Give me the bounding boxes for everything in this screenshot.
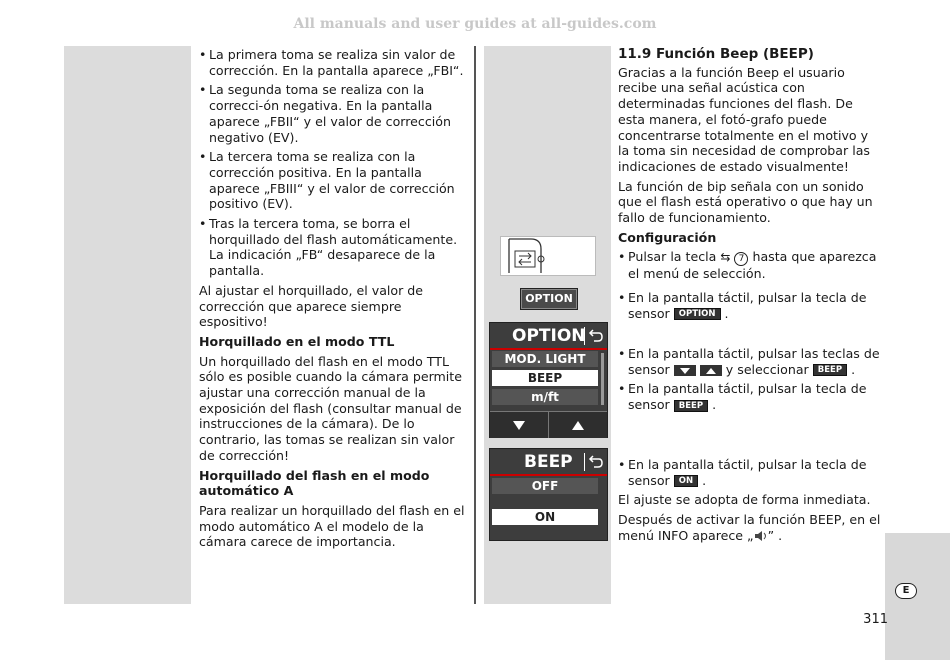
config-heading: Configuración (618, 229, 717, 245)
option-screen-figure (489, 322, 608, 438)
section-heading: Horquillado del flash en el modo automático A (199, 467, 430, 499)
screen-title: OPTION (512, 326, 586, 346)
paragraph: El ajuste se adopta de forma inmediata. (618, 492, 871, 508)
right-text-column (618, 47, 882, 286)
beep-chip: BEEP (674, 400, 708, 412)
back-icon (584, 453, 605, 471)
column-divider (474, 46, 476, 604)
left-text-column (199, 47, 465, 554)
arrow-up-key-icon (700, 365, 722, 376)
language-badge: E (895, 583, 917, 599)
step-2: • En la pantalla táctil, pulsar la tecla de sensor OPTION . (618, 290, 882, 325)
menu-item-mft: m/ft (492, 389, 598, 405)
step-5: • En la pantalla táctil, pulsar la tecla de sensor ON . El ajuste se adopta de forma inmediata. Después de activar la función BEEP, en el menú INFO aparece „ ” . (618, 457, 882, 548)
menu-item-beep: BEEP (492, 370, 598, 386)
page-number: 311 (863, 612, 888, 627)
on-chip: ON (674, 475, 698, 487)
section-title: 11.9 Función Beep (BEEP) (618, 46, 814, 62)
step-3: • En la pantalla táctil, pulsar las teclas de sensor y seleccionar BEEP . • En la pantalla táctil, pulsar la tecla de sensor BEEP . (618, 346, 882, 417)
watermark: All manuals and user guides at all-guides.com (293, 16, 657, 32)
menu-item-mod-light: MOD. LIGHT (492, 351, 598, 367)
option-chip: OPTION (674, 308, 721, 320)
speaker-icon (754, 530, 768, 542)
mode-key-icon (501, 237, 595, 275)
beep-chip: BEEP (813, 364, 847, 376)
paragraph: La función de bip señala con un sonido que el flash está operativo o que hay un fallo de funcionamiento. (618, 178, 873, 226)
back-icon (584, 327, 605, 345)
paragraph: Gracias a la función Beep el usuario recibe una señal acústica con determinadas funciones del flash. De esta manera, el fotó-grafo puede concentrarse totalmente en el motivo y la toma sin necesidad de comprobar las indicaciones de estado visualmente! (618, 64, 870, 174)
paragraph: Al ajustar el horquillado, el valor de corrección que aparece siempre espositivo! (199, 282, 424, 330)
left-margin-band (64, 46, 191, 604)
mode-key-icon: ⇆ (720, 250, 731, 265)
paragraph: Un horquillado del flash en el modo TTL sólo es posible cuando la cámara permite ajustar una corrección manual de la exposición del flash (consultar manual de instrucciones de la cámara). De lo contrario, las tomas se realizan sin valor de corrección! (199, 353, 462, 463)
page-tab (885, 533, 950, 660)
arrow-down-key-icon (674, 365, 696, 376)
screen-title-underline (490, 474, 607, 476)
option-on: ON (492, 509, 598, 525)
option-button-figure: OPTION (520, 288, 578, 310)
bullet-item: • La segunda toma se realiza con la correcci-ón negativa. En la pantalla aparece „FBII“ y el valor de corrección negativo (EV). (199, 82, 465, 145)
scroll-up-key (549, 411, 607, 438)
bullet-item: • La primera toma se realiza sin valor de corrección. En la pantalla aparece „FBI“. (199, 47, 465, 78)
section-heading: Horquillado en el modo TTL (199, 333, 395, 349)
bullet-item: • La tercera toma se realiza con la corrección positiva. En la pantalla aparece „FBIII“ y el valor de corrección positivo (EV). (199, 149, 465, 212)
scroll-down-key (490, 411, 549, 438)
step-1: • Pulsar la tecla ⇆ 7 hasta que aparezca el menú de selección. (618, 249, 882, 282)
option-off: OFF (492, 478, 598, 494)
flash-key-illustration (500, 236, 596, 276)
scrollbar (601, 353, 604, 405)
paragraph: Después de activar la función BEEP, en el menú INFO aparece „ ” . (618, 512, 881, 543)
bullet-item: • Tras la tercera toma, se borra el horquillado del flash automáticamente. La indicación „FB“ desaparece de la pantalla. (199, 216, 465, 279)
key-number-badge: 7 (734, 252, 748, 266)
beep-screen-figure (489, 448, 608, 541)
screen-title-underline (490, 348, 607, 350)
paragraph: Para realizar un horquillado del flash en el modo automático A el modelo de la cámara carece de importancia. (199, 502, 465, 550)
screen-title: BEEP (524, 452, 573, 472)
